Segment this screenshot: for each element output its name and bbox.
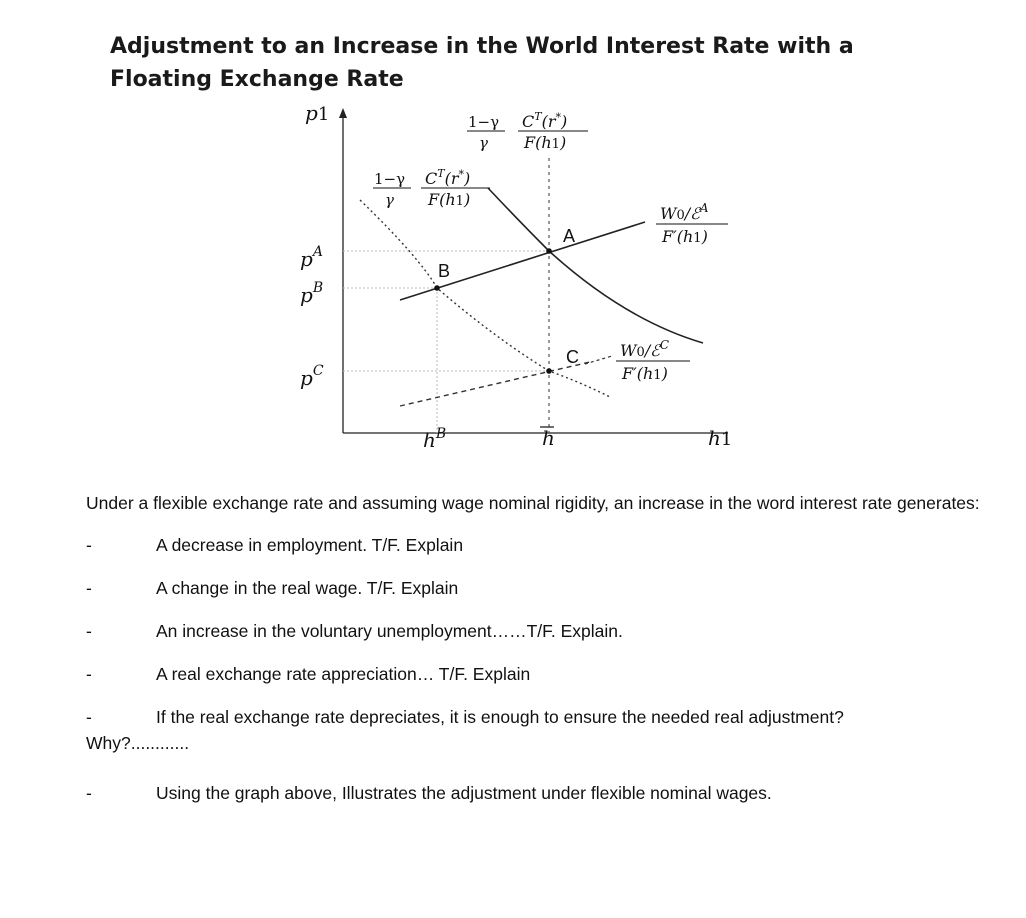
tick-hb: $h^B$ xyxy=(423,426,447,452)
question-intro: Under a flexible exchange rate and assuming wage nominal rigidity, an increase in the word interest rate generates: xyxy=(86,493,980,513)
list-bullet: - xyxy=(86,535,92,555)
list-item xyxy=(86,783,1006,826)
list-item-text: An increase in the voluntary unemployment……T/F. Explain. xyxy=(156,621,623,641)
svg-text:1−γ: 1−γ xyxy=(374,170,406,188)
list-item-text: A change in the real wage. T/F. Explain xyxy=(156,578,459,598)
label-demand-old xyxy=(373,167,490,209)
list-bullet: - xyxy=(86,783,92,803)
svg-text:γ: γ xyxy=(479,134,488,152)
list-item xyxy=(86,707,1006,783)
label-supply-c xyxy=(616,338,690,383)
title-line-2: Floating Exchange Rate xyxy=(110,67,404,92)
point-b-label: B xyxy=(438,261,451,281)
tick-pa: $p^A$ xyxy=(300,244,323,271)
x-axis-label: h1 xyxy=(708,426,733,450)
list-bullet: - xyxy=(86,707,92,727)
svg-text:W0/ℰC: W0/ℰ$^C$ xyxy=(620,338,669,360)
list-item-text: A real exchange rate appreciation… T/F. Explain xyxy=(156,664,531,684)
y-axis-label: p1 xyxy=(305,101,330,125)
list-item xyxy=(86,578,1006,621)
label-supply-a xyxy=(656,201,728,246)
supply-line-c xyxy=(400,362,590,406)
title-line-1: Adjustment to an Increase in the World Interest Rate with a xyxy=(110,34,854,59)
list-item-text: If the real exchange rate depreciates, it is enough to ensure the needed real adjustment? xyxy=(156,707,844,727)
point-c-dot xyxy=(546,368,552,374)
list-bullet: - xyxy=(86,664,92,684)
list-item xyxy=(86,535,1006,578)
list-item xyxy=(86,621,1006,664)
tick-pc: $p^C$ xyxy=(300,363,324,390)
list-item-continuation: Why?............ xyxy=(86,733,190,753)
list-item-text: A decrease in employment. T/F. Explain xyxy=(156,535,464,555)
svg-text:CT(r*): $C^T(r^*)$ xyxy=(522,110,568,131)
svg-text:F′(h1): F′(h1) xyxy=(662,227,708,246)
svg-text:γ: γ xyxy=(385,191,394,209)
point-b-dot xyxy=(434,285,440,291)
y-axis-arrow xyxy=(339,108,347,118)
point-c-label: C xyxy=(566,347,579,367)
tick-hbar: h xyxy=(542,426,555,450)
question-block xyxy=(86,490,1006,826)
svg-text:CT(r*): $C^T(r^*)$ xyxy=(425,167,471,188)
svg-text:1−γ: 1−γ xyxy=(468,113,500,131)
label-demand-new xyxy=(467,110,588,152)
tick-pb: $p^B$ xyxy=(300,280,324,307)
svg-text:W0/ℰA: W0/ℰ$^A$ xyxy=(660,201,709,223)
list-bullet: - xyxy=(86,578,92,598)
point-a-label: A xyxy=(563,226,576,246)
list-item-text: Using the graph above, Illustrates the adjustment under flexible nominal wages. xyxy=(156,783,772,803)
svg-text:F(h1): F(h1) xyxy=(524,133,567,152)
list-item xyxy=(86,664,1006,707)
point-a-dot xyxy=(546,248,552,254)
list-bullet: - xyxy=(86,621,92,641)
svg-text:F(h1): F(h1) xyxy=(428,190,471,209)
svg-text:F′(h1): F′(h1) xyxy=(622,364,668,383)
